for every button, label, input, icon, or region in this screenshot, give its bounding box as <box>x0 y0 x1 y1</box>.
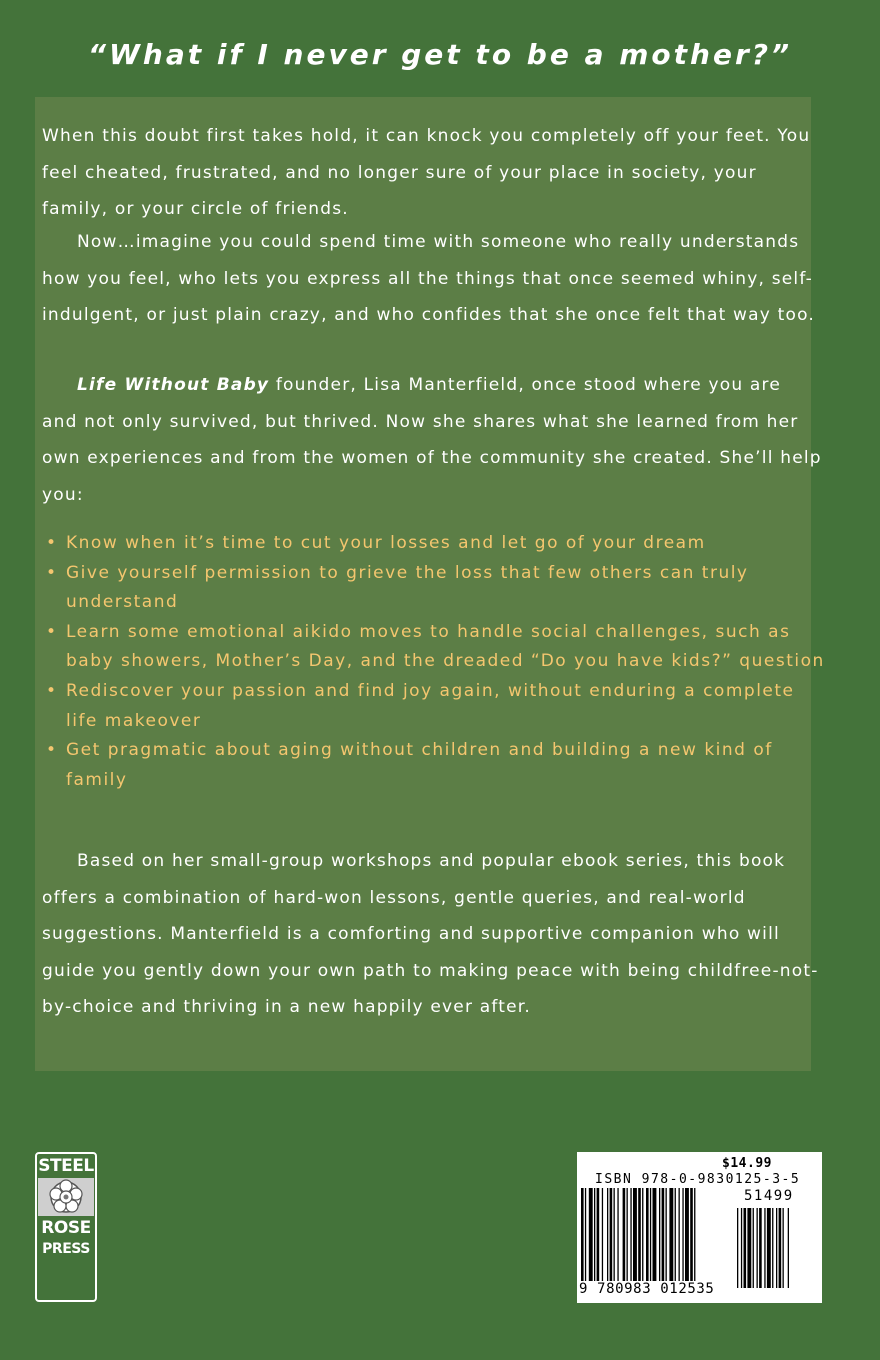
bullet-icon: • <box>46 740 58 761</box>
publisher-word-rose: ROSE <box>41 1218 91 1238</box>
price-addon-number: 51499 <box>744 1188 794 1204</box>
intro-text: When this doubt first takes hold, it can knock you completely off your feet. You feel cheated, frustrated, and no longer sure of your place in society, your family, or your circle of friends. <box>42 126 811 219</box>
list-item <box>42 559 832 618</box>
founder-text <box>42 367 822 513</box>
bullet-text: Know when it’s time to cut your losses and let go of your dream <box>66 533 706 553</box>
bullet-text: Get pragmatic about aging without children and building a new kind of family <box>66 740 773 790</box>
publisher-word-steel: STEEL <box>38 1156 94 1176</box>
list-item <box>42 677 832 736</box>
list-item <box>42 618 832 677</box>
founder-paragraph <box>42 367 822 513</box>
bullet-icon: • <box>46 562 58 583</box>
intro-paragraph <box>42 118 822 228</box>
bullet-icon: • <box>46 621 58 642</box>
bullet-text: Rediscover your passion and find joy again, without enduring a complete life makeover <box>66 680 795 731</box>
list-item <box>42 529 832 559</box>
isbn-label: ISBN 978-0-9830125-3-5 <box>595 1172 801 1187</box>
headline: “What if I never get to be a mother?” <box>87 38 793 71</box>
rose-icon <box>38 1178 94 1216</box>
publisher-word-press: PRESS <box>42 1241 90 1257</box>
closing-text: Based on her small-group workshops and popular ebook series, this book offers a combination of hard-won lessons, gentle queries, and real-world suggestions. Manterfield is a comforting and supportive companion who will guide you gently down your own path to making peace with being childfree-not-by-choice and thriving in a new happily ever after. <box>42 851 819 1017</box>
founder-rest: founder, Lisa Manterfield, once stood where you are and not only survived, but thrived. Now she shares what she learned from her own experiences and from the women of the community she created. She’ll help you: <box>42 375 822 505</box>
benefit-list <box>42 529 832 795</box>
book-title: Life Without Baby <box>77 375 270 395</box>
closing-paragraph <box>42 843 822 1026</box>
empathy-paragraph <box>42 224 822 334</box>
price-label: $14.99 <box>722 1156 772 1171</box>
publisher-logo <box>35 1152 97 1302</box>
bullet-icon: • <box>46 680 58 701</box>
barcode-box <box>577 1152 822 1303</box>
list-item <box>42 736 832 795</box>
bullet-text: Learn some emotional aikido moves to handle social challenges, such as baby showers, Mother’s Day, and the dreaded “Do you have kids?” question <box>66 621 825 672</box>
bullet-text: Give yourself permission to grieve the loss that few others can truly understand <box>66 562 749 613</box>
bullet-icon: • <box>46 533 58 553</box>
empathy-text: Now…imagine you could spend time with someone who really understands how you feel, who lets you express all the things that once seemed whiny, self-indulgent, or just plain crazy, and who confides that she once felt that way too. <box>42 232 816 325</box>
barcode-number: 9 780983 012535 <box>579 1281 715 1297</box>
